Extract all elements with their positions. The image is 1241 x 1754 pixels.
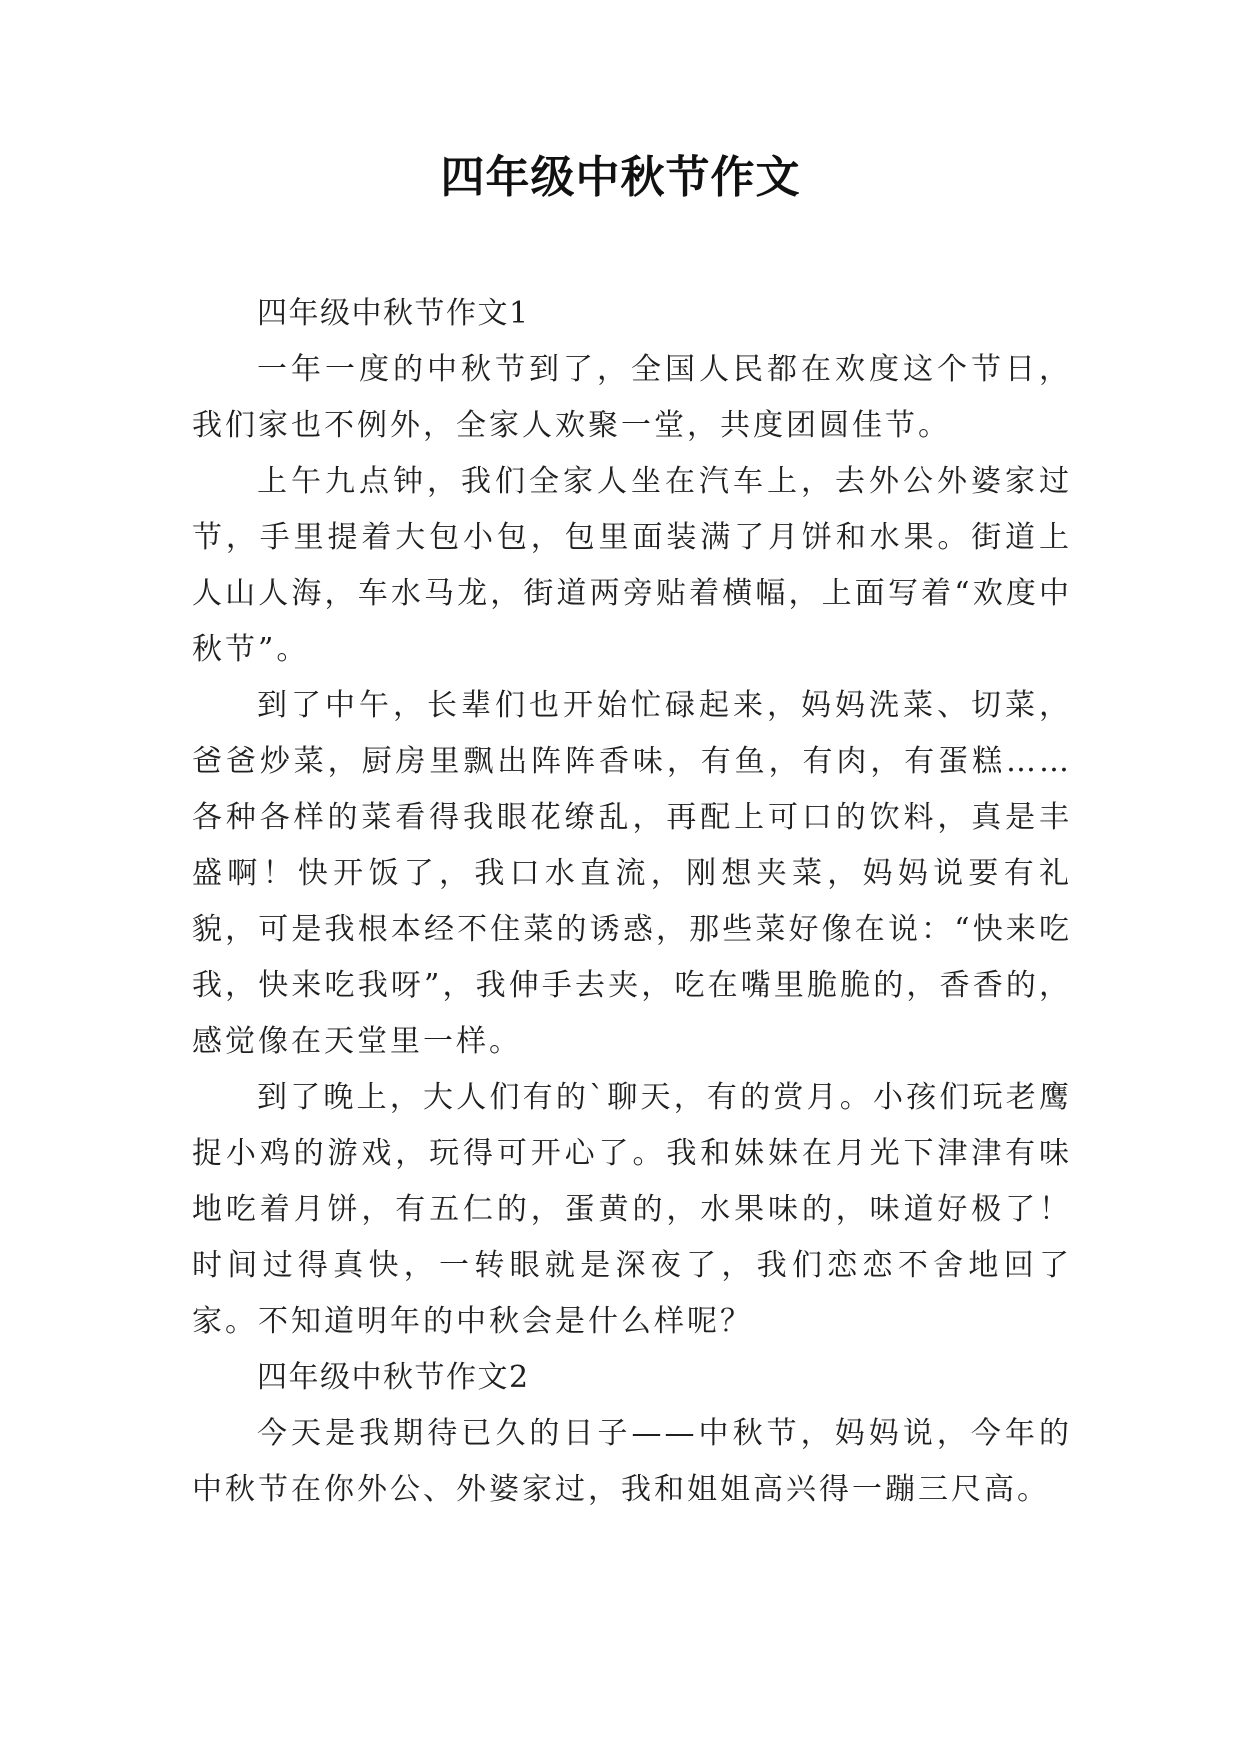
essay-2-heading: 四年级中秋节作文2 bbox=[257, 1360, 530, 1395]
essay-1-paragraph-4: 到了晚上，大人们有的`聊天，有的赏月。小孩们玩老鹰捉小鸡的游戏，玩得可开心了。我和妹妹在月光下津津有味地吃着月饼，有五仁的，蛋黄的，水果味的，味道好极了！时间过得真快，一转眼就是深夜了，我们恋恋不舍地回了家。不知道明年的中秋会是什么样呢？ bbox=[192, 1080, 1072, 1339]
document-body bbox=[192, 286, 1072, 1518]
essay-1-paragraph-3: 到了中午，长辈们也开始忙碌起来，妈妈洗菜、切菜，爸爸炒菜，厨房里飘出阵阵香味，有鱼，有肉，有蛋糕……各种各样的菜看得我眼花缭乱，再配上可口的饮料，真是丰盛啊！快开饭了，我口水直流，刚想夹菜，妈妈说要有礼貌，可是我根本经不住菜的诱惑，那些菜好像在说：“快来吃我，快来吃我呀”，我伸手去夹，吃在嘴里脆脆的，香香的，感觉像在天堂里一样。 bbox=[192, 688, 1072, 1059]
essay-2-paragraph-1: 今天是我期待已久的日子——中秋节，妈妈说，今年的中秋节在你外公、外婆家过，我和姐姐高兴得一蹦三尺高。 bbox=[192, 1416, 1072, 1507]
essay-1-paragraph-2: 上午九点钟，我们全家人坐在汽车上，去外公外婆家过节，手里提着大包小包，包里面装满了月饼和水果。街道上人山人海，车水马龙，街道两旁贴着横幅，上面写着“欢度中秋节”。 bbox=[192, 464, 1072, 667]
essay-1-heading: 四年级中秋节作文1 bbox=[257, 296, 530, 331]
document-title: 四年级中秋节作文 bbox=[440, 152, 801, 203]
essay-1-paragraph-1: 一年一度的中秋节到了，全国人民都在欢度这个节日，我们家也不例外，全家人欢聚一堂，共度团圆佳节。 bbox=[192, 352, 1072, 443]
